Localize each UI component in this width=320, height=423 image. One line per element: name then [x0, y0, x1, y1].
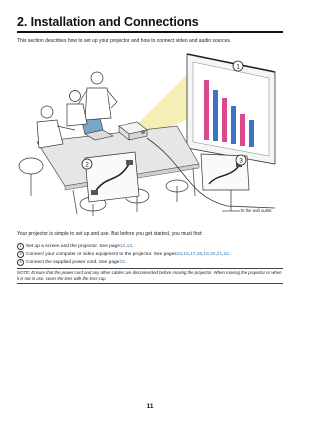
- separator: ,: [125, 243, 127, 249]
- separator: ,: [222, 251, 224, 257]
- page-link[interactable]: 17: [190, 251, 196, 257]
- lead-text: Your projector is simple to set up and use. But before you get started, you must first:: [17, 231, 203, 237]
- callout-1: [233, 61, 243, 71]
- wall-outlet-label: To the wall outlet.: [240, 208, 273, 213]
- note-bottom-rule: [17, 283, 283, 284]
- page-link[interactable]: 19: [203, 251, 209, 257]
- step-number: 2: [17, 251, 24, 258]
- title-underline: [17, 31, 283, 33]
- page-number: 11: [146, 403, 154, 410]
- separator: ,: [202, 251, 204, 257]
- step-number: 3: [17, 259, 24, 266]
- svg-text:3: 3: [239, 157, 243, 165]
- page-link[interactable]: 15: [176, 251, 183, 257]
- separator: ,: [188, 251, 191, 257]
- note-text: NOTE: Ensure that the power cord and any other cables are disconnected before moving the projector. When moving the projector or when it is not in use, cover the lens with the lens cap.: [17, 270, 282, 281]
- page-link[interactable]: 20: [210, 251, 216, 257]
- step-suffix: .: [131, 243, 134, 249]
- video-cable-inset: [82, 152, 139, 202]
- step-text: Connect your computer or video equipment to the projector. See pages: [26, 251, 177, 257]
- step-suffix: .: [124, 259, 127, 265]
- svg-text:2: 2: [85, 161, 89, 169]
- separator: ,: [208, 251, 211, 257]
- step-item: [17, 250, 283, 258]
- section-title: 2. Installation and Connections: [17, 15, 199, 29]
- step-suffix: .: [228, 251, 231, 257]
- page-link[interactable]: 22: [223, 251, 229, 257]
- separator: ,: [195, 251, 197, 257]
- page-link[interactable]: 12: [119, 243, 126, 249]
- setup-steps: [17, 242, 283, 266]
- intro-text: This section describes how to set up your projector and how to connect video and audio sources.: [17, 38, 232, 44]
- page-link[interactable]: 16: [183, 251, 189, 257]
- power-cord-inset: [201, 154, 249, 190]
- note-top-rule: [17, 268, 283, 269]
- step-item: [17, 242, 283, 250]
- setup-illustration: [17, 46, 283, 218]
- step-text: Connect the supplied power cord. See page: [26, 259, 120, 265]
- separator: ,: [182, 251, 184, 257]
- separator: ,: [215, 251, 217, 257]
- step-text: Set up a screen and the projector. See page: [26, 243, 120, 249]
- svg-text:1: 1: [236, 63, 240, 71]
- step-item: [17, 258, 283, 266]
- page-link[interactable]: 13: [126, 243, 132, 249]
- step-number: 1: [17, 243, 24, 250]
- page-link[interactable]: 23: [119, 259, 125, 265]
- page-link[interactable]: 21: [216, 251, 223, 257]
- page-link[interactable]: 18: [196, 251, 203, 257]
